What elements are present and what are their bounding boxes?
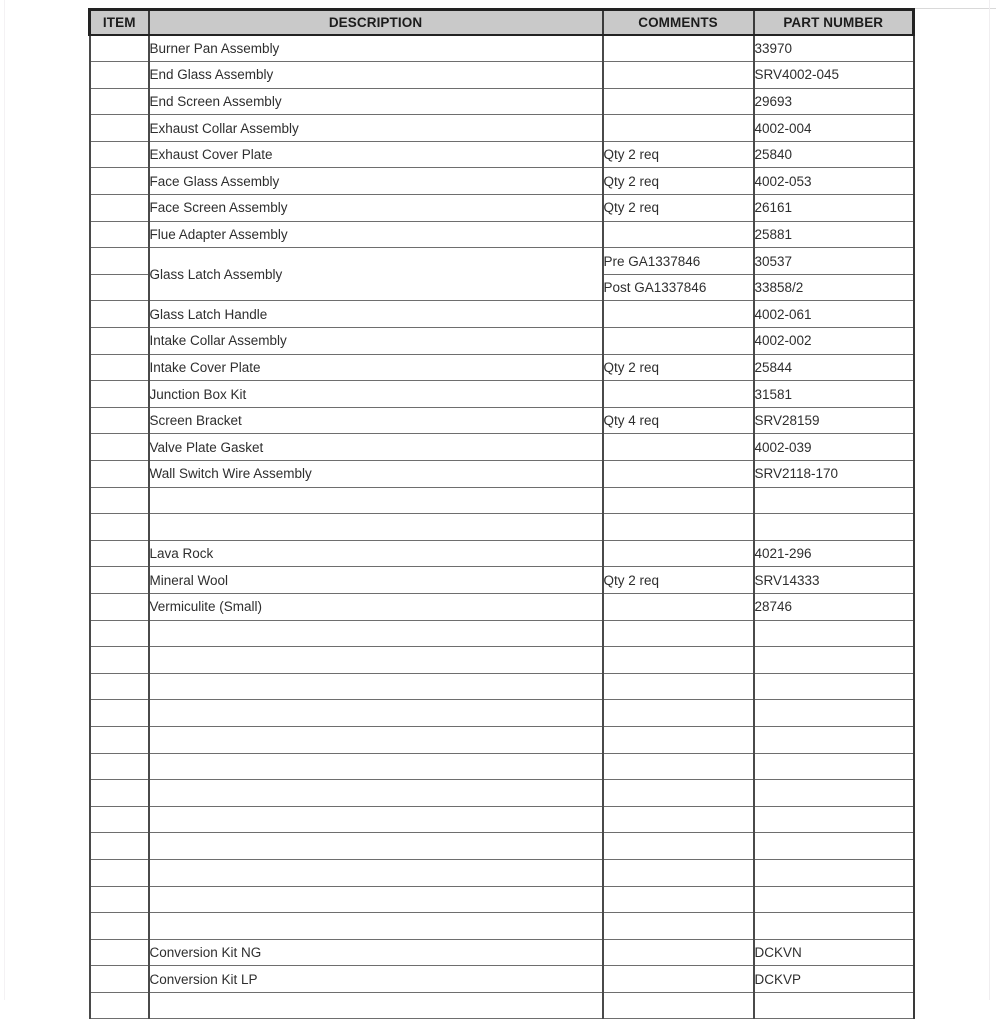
cell-description[interactable]: End Glass Assembly (149, 62, 603, 89)
cell-item[interactable] (90, 859, 149, 886)
cell-item[interactable] (90, 301, 149, 328)
table-row[interactable] (90, 673, 914, 700)
cell-item[interactable] (90, 780, 149, 807)
cell-comments[interactable] (603, 859, 754, 886)
table-row[interactable] (90, 726, 914, 753)
column-header-comments: COMMENTS (603, 10, 754, 36)
table-row[interactable] (90, 753, 914, 780)
cell-part-number[interactable]: 25881 (754, 221, 914, 248)
cell-description[interactable]: Valve Plate Gasket (149, 434, 603, 461)
cell-item[interactable] (90, 913, 149, 940)
cell-item[interactable] (90, 593, 149, 620)
cell-description[interactable] (149, 806, 603, 833)
cell-part-number[interactable]: 4002-004 (754, 115, 914, 142)
cell-part-number[interactable]: 33858/2 (754, 274, 914, 301)
cell-description[interactable] (149, 886, 603, 913)
cell-part-number[interactable]: SRV28159 (754, 407, 914, 434)
cell-comments[interactable] (603, 780, 754, 807)
cell-part-number[interactable]: SRV2118-170 (754, 461, 914, 488)
cell-description[interactable] (149, 913, 603, 940)
cell-item[interactable] (90, 407, 149, 434)
cell-item[interactable] (90, 806, 149, 833)
cell-description[interactable]: Glass Latch Handle (149, 301, 603, 328)
cell-description[interactable] (149, 620, 603, 647)
cell-comments[interactable] (603, 620, 754, 647)
cell-description[interactable] (149, 647, 603, 674)
cell-description[interactable]: Face Glass Assembly (149, 168, 603, 195)
cell-description[interactable]: Exhaust Collar Assembly (149, 115, 603, 142)
cell-comments[interactable] (603, 115, 754, 142)
cell-comments[interactable]: Qty 2 req (603, 195, 754, 222)
cell-comments[interactable] (603, 806, 754, 833)
cell-item[interactable] (90, 354, 149, 381)
cell-description[interactable] (149, 753, 603, 780)
cell-part-number[interactable]: 25844 (754, 354, 914, 381)
cell-item[interactable] (90, 753, 149, 780)
table-row[interactable] (90, 35, 914, 62)
cell-item[interactable] (90, 540, 149, 567)
cell-comments[interactable] (603, 647, 754, 674)
cell-item[interactable] (90, 168, 149, 195)
cell-comments[interactable]: Pre GA1337846 (603, 248, 754, 275)
cell-part-number[interactable]: 4002-002 (754, 328, 914, 355)
cell-part-number[interactable]: 33970 (754, 35, 914, 62)
cell-comments[interactable]: Qty 2 req (603, 141, 754, 168)
cell-part-number[interactable] (754, 700, 914, 727)
table-row[interactable] (90, 487, 914, 514)
table-row[interactable] (90, 939, 914, 966)
cell-part-number[interactable]: DCKVP (754, 966, 914, 993)
cell-part-number[interactable] (754, 780, 914, 807)
cell-part-number[interactable] (754, 992, 914, 1019)
cell-item[interactable] (90, 221, 149, 248)
column-header-item: ITEM (90, 10, 149, 36)
cell-item[interactable] (90, 328, 149, 355)
table-row[interactable] (90, 806, 914, 833)
cell-item[interactable] (90, 274, 149, 301)
table-row[interactable] (90, 248, 914, 275)
cell-part-number[interactable] (754, 806, 914, 833)
cell-comments[interactable] (603, 221, 754, 248)
parts-table (88, 8, 915, 1019)
cell-description[interactable]: Burner Pan Assembly (149, 35, 603, 62)
cell-description[interactable] (149, 833, 603, 860)
table-row[interactable] (90, 328, 914, 355)
cell-part-number[interactable]: 25840 (754, 141, 914, 168)
cell-comments[interactable] (603, 886, 754, 913)
table-row[interactable] (90, 514, 914, 541)
cell-comments[interactable] (603, 328, 754, 355)
table-row[interactable] (90, 886, 914, 913)
cell-comments[interactable] (603, 540, 754, 567)
cell-comments[interactable] (603, 992, 754, 1019)
cell-description[interactable]: Intake Collar Assembly (149, 328, 603, 355)
cell-description[interactable] (149, 726, 603, 753)
cell-comments[interactable] (603, 913, 754, 940)
cell-item[interactable] (90, 115, 149, 142)
cell-part-number[interactable] (754, 673, 914, 700)
cell-item[interactable] (90, 195, 149, 222)
cell-part-number[interactable]: DCKVN (754, 939, 914, 966)
cell-comments[interactable] (603, 434, 754, 461)
table-row[interactable] (90, 88, 914, 115)
table-row[interactable] (90, 593, 914, 620)
cell-item[interactable] (90, 700, 149, 727)
cell-comments[interactable] (603, 35, 754, 62)
cell-item[interactable] (90, 514, 149, 541)
cell-part-number[interactable]: 28746 (754, 593, 914, 620)
cell-comments[interactable]: Qty 4 req (603, 407, 754, 434)
cell-part-number[interactable]: SRV14333 (754, 567, 914, 594)
cell-item[interactable] (90, 567, 149, 594)
table-row[interactable] (90, 833, 914, 860)
cell-comments[interactable] (603, 753, 754, 780)
cell-comments[interactable] (603, 673, 754, 700)
scan-artifact-left-line (4, 0, 5, 1000)
cell-part-number[interactable]: 30537 (754, 248, 914, 275)
table-row[interactable] (90, 168, 914, 195)
cell-part-number[interactable] (754, 647, 914, 674)
cell-part-number[interactable] (754, 913, 914, 940)
cell-item[interactable] (90, 886, 149, 913)
cell-description[interactable]: Face Screen Assembly (149, 195, 603, 222)
cell-item[interactable] (90, 35, 149, 62)
cell-description[interactable]: Lava Rock (149, 540, 603, 567)
cell-description[interactable]: Screen Bracket (149, 407, 603, 434)
cell-comments[interactable] (603, 939, 754, 966)
table-header-row (90, 10, 914, 36)
cell-item[interactable] (90, 992, 149, 1019)
table-row[interactable] (90, 992, 914, 1019)
cell-part-number[interactable] (754, 753, 914, 780)
table-row[interactable] (90, 354, 914, 381)
cell-description[interactable] (149, 487, 603, 514)
cell-comments[interactable]: Qty 2 req (603, 567, 754, 594)
cell-description[interactable] (149, 700, 603, 727)
table-row[interactable] (90, 567, 914, 594)
cell-comments[interactable] (603, 461, 754, 488)
table-row[interactable] (90, 381, 914, 408)
table-row[interactable] (90, 195, 914, 222)
cell-comments[interactable] (603, 62, 754, 89)
cell-item[interactable] (90, 726, 149, 753)
cell-description[interactable]: Mineral Wool (149, 567, 603, 594)
cell-comments[interactable] (603, 966, 754, 993)
table-header (90, 10, 914, 36)
table-row[interactable] (90, 407, 914, 434)
cell-item[interactable] (90, 966, 149, 993)
cell-description[interactable]: Intake Cover Plate (149, 354, 603, 381)
cell-comments[interactable] (603, 833, 754, 860)
cell-comments[interactable] (603, 301, 754, 328)
cell-item[interactable] (90, 673, 149, 700)
cell-comments[interactable] (603, 726, 754, 753)
table-row[interactable] (90, 966, 914, 993)
table-body (90, 35, 914, 1019)
column-header-description: DESCRIPTION (149, 10, 603, 36)
table-row[interactable] (90, 62, 914, 89)
scan-artifact-top-line (912, 8, 996, 9)
table-row[interactable] (90, 913, 914, 940)
cell-comments[interactable]: Post GA1337846 (603, 274, 754, 301)
table-row[interactable] (90, 461, 914, 488)
cell-part-number[interactable]: 26161 (754, 195, 914, 222)
cell-comments[interactable] (603, 88, 754, 115)
cell-item[interactable] (90, 141, 149, 168)
table-row[interactable] (90, 434, 914, 461)
table-row[interactable] (90, 115, 914, 142)
cell-description[interactable]: Glass Latch Assembly (149, 248, 603, 301)
cell-description[interactable] (149, 673, 603, 700)
cell-description[interactable]: Junction Box Kit (149, 381, 603, 408)
cell-part-number[interactable] (754, 487, 914, 514)
cell-description[interactable]: Wall Switch Wire Assembly (149, 461, 603, 488)
cell-item[interactable] (90, 62, 149, 89)
cell-description[interactable]: Vermiculite (Small) (149, 593, 603, 620)
cell-part-number[interactable]: 31581 (754, 381, 914, 408)
cell-comments[interactable]: Qty 2 req (603, 168, 754, 195)
cell-comments[interactable] (603, 487, 754, 514)
cell-description[interactable]: Conversion Kit NG (149, 939, 603, 966)
cell-item[interactable] (90, 833, 149, 860)
cell-part-number[interactable] (754, 859, 914, 886)
cell-item[interactable] (90, 248, 149, 275)
table-row[interactable] (90, 221, 914, 248)
cell-comments[interactable] (603, 593, 754, 620)
table-row[interactable] (90, 700, 914, 727)
parts-list-sheet (88, 8, 912, 1019)
table-row[interactable] (90, 141, 914, 168)
cell-description[interactable] (149, 992, 603, 1019)
cell-item[interactable] (90, 939, 149, 966)
cell-part-number[interactable] (754, 886, 914, 913)
cell-item[interactable] (90, 434, 149, 461)
cell-part-number[interactable]: 4021-296 (754, 540, 914, 567)
table-row[interactable] (90, 620, 914, 647)
cell-part-number[interactable]: SRV4002-045 (754, 62, 914, 89)
table-row[interactable] (90, 647, 914, 674)
cell-description[interactable]: Exhaust Cover Plate (149, 141, 603, 168)
cell-description[interactable] (149, 859, 603, 886)
cell-item[interactable] (90, 620, 149, 647)
cell-part-number[interactable]: 4002-061 (754, 301, 914, 328)
cell-comments[interactable] (603, 381, 754, 408)
table-row[interactable] (90, 859, 914, 886)
cell-part-number[interactable] (754, 620, 914, 647)
cell-part-number[interactable] (754, 726, 914, 753)
scan-artifact-right-line (989, 0, 990, 1000)
cell-description[interactable] (149, 780, 603, 807)
table-row[interactable] (90, 540, 914, 567)
table-row[interactable] (90, 780, 914, 807)
cell-item[interactable] (90, 88, 149, 115)
cell-part-number[interactable]: 4002-039 (754, 434, 914, 461)
cell-item[interactable] (90, 461, 149, 488)
cell-comments[interactable] (603, 700, 754, 727)
cell-item[interactable] (90, 381, 149, 408)
cell-part-number[interactable] (754, 833, 914, 860)
cell-part-number[interactable] (754, 514, 914, 541)
cell-item[interactable] (90, 647, 149, 674)
cell-comments[interactable]: Qty 2 req (603, 354, 754, 381)
cell-description[interactable] (149, 514, 603, 541)
cell-part-number[interactable]: 4002-053 (754, 168, 914, 195)
cell-comments[interactable] (603, 514, 754, 541)
table-row[interactable] (90, 301, 914, 328)
cell-description[interactable]: Flue Adapter Assembly (149, 221, 603, 248)
cell-part-number[interactable]: 29693 (754, 88, 914, 115)
cell-description[interactable]: Conversion Kit LP (149, 966, 603, 993)
cell-item[interactable] (90, 487, 149, 514)
cell-description[interactable]: End Screen Assembly (149, 88, 603, 115)
column-header-part-number: PART NUMBER (754, 10, 914, 36)
